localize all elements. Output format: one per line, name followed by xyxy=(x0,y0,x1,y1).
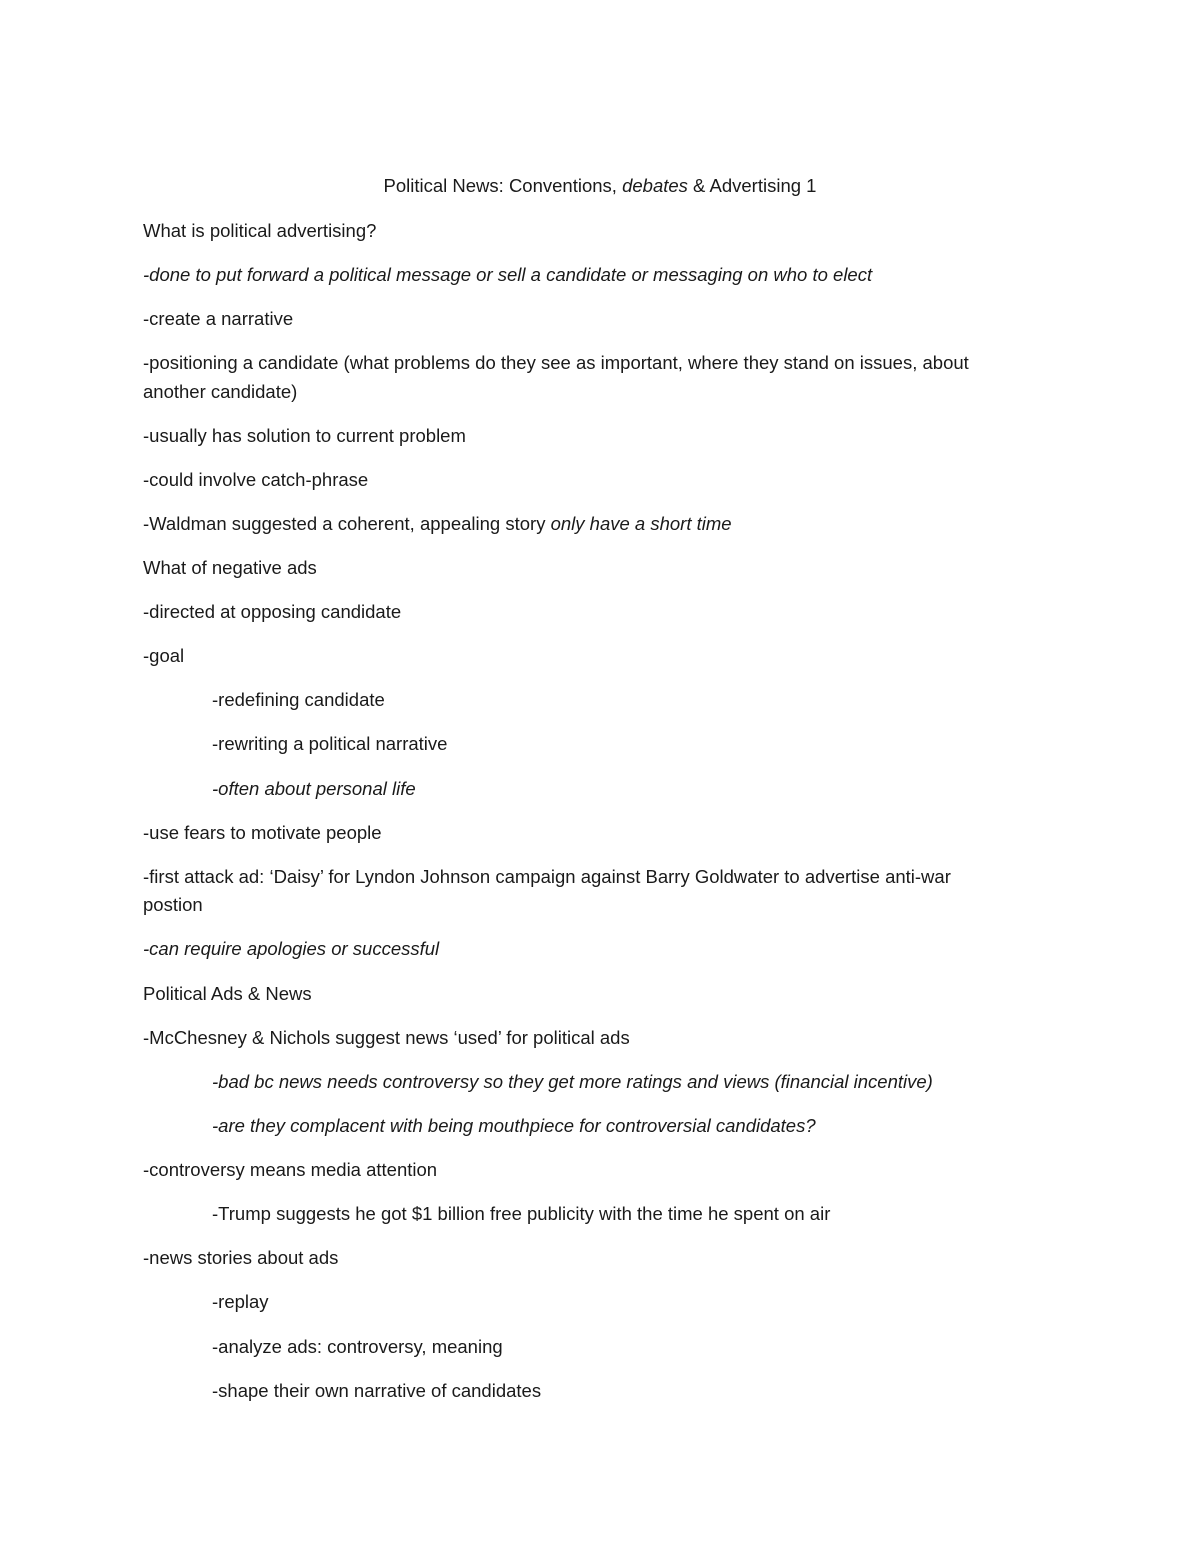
note-line: -done to put forward a political message or sell a candidate or messaging on who to elect xyxy=(143,264,873,285)
sub-note-line: -rewriting a political narrative xyxy=(212,733,448,754)
sub-note-line: -are they complacent with being mouthpiece for controversial candidates? xyxy=(212,1115,816,1136)
note-line: -news stories about ads xyxy=(143,1247,339,1268)
sub-note-line: -replay xyxy=(212,1291,269,1312)
title-italic: debates xyxy=(622,175,688,196)
note-line xyxy=(143,509,732,538)
note-line: -controversy means media attention xyxy=(143,1159,438,1180)
note-line: -first attack ad: ‘Daisy’ for Lyndon Johnson campaign against Barry Goldwater to advertise anti-war xyxy=(143,866,951,887)
note-line: -usually has solution to current problem xyxy=(143,425,466,446)
note-line-continuation: another candidate) xyxy=(143,381,298,402)
sub-note-line: -shape their own narrative of candidates xyxy=(212,1380,542,1401)
sub-note-line: -often about personal life xyxy=(212,778,416,799)
note-line: -could involve catch-phrase xyxy=(143,469,369,490)
note-line: -directed at opposing candidate xyxy=(143,601,402,622)
note-line: -create a narrative xyxy=(143,308,294,329)
note-line: -use fears to motivate people xyxy=(143,822,382,843)
sub-note-line: -Trump suggests he got $1 billion free publicity with the time he spent on air xyxy=(212,1203,831,1224)
page-title xyxy=(0,171,1200,200)
note-line: -can require apologies or successful xyxy=(143,938,440,959)
sub-note-line: -bad bc news needs controversy so they get more ratings and views (financial incentive) xyxy=(212,1071,933,1092)
sub-note-line: -analyze ads: controversy, meaning xyxy=(212,1336,503,1357)
note-text-italic: only have a short time xyxy=(550,513,732,534)
section-heading-negative-ads: What of negative ads xyxy=(143,557,317,578)
note-text: -Waldman suggested a coherent, appealing story xyxy=(143,513,551,534)
note-line: -positioning a candidate (what problems do they see as important, where they stand on issues, about xyxy=(143,352,969,373)
section-heading-political-advertising: What is political advertising? xyxy=(143,220,377,241)
sub-note-line: -redefining candidate xyxy=(212,689,385,710)
note-line: -McChesney & Nichols suggest news ‘used’ for political ads xyxy=(143,1027,630,1048)
title-prefix: Political News: Conventions, xyxy=(383,175,623,196)
note-line: -goal xyxy=(143,645,185,666)
title-suffix: & Advertising 1 xyxy=(687,175,817,196)
note-line-continuation: postion xyxy=(143,894,203,915)
section-heading-political-ads-news: Political Ads & News xyxy=(143,983,312,1004)
